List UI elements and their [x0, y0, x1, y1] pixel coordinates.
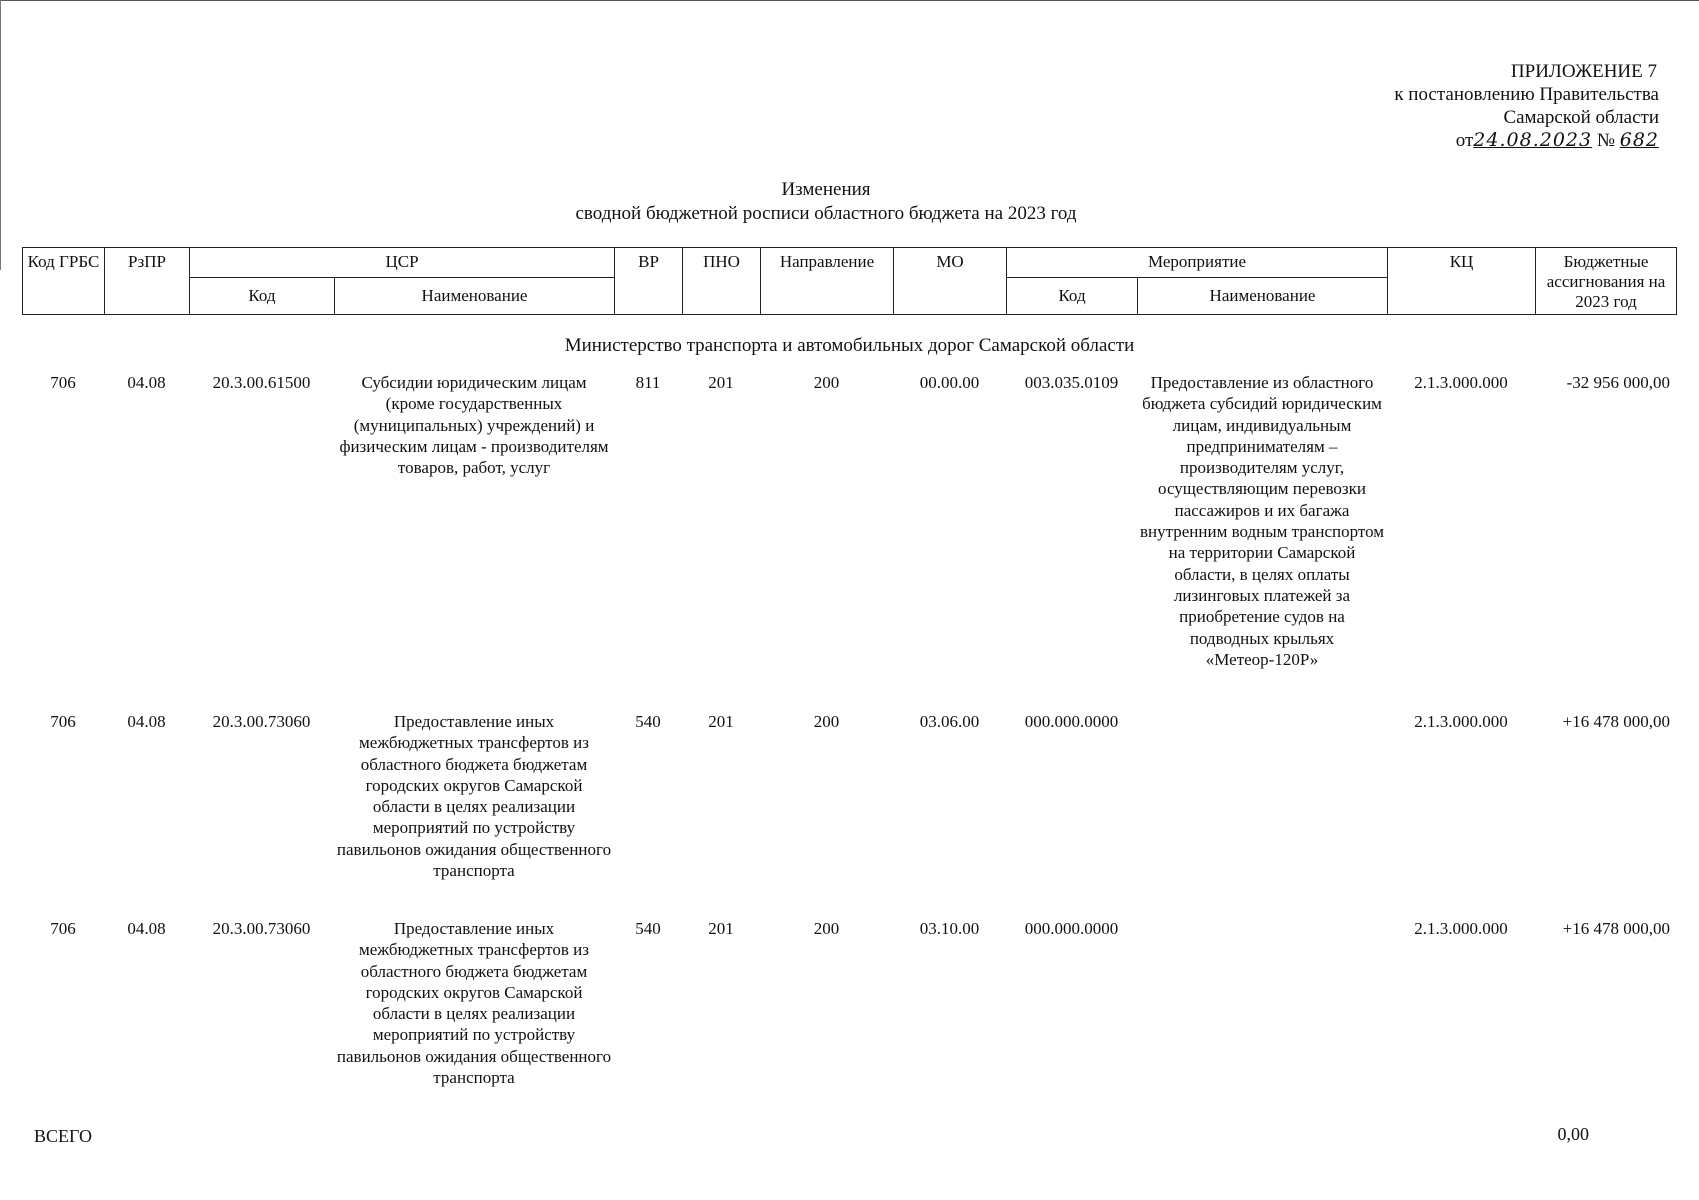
appendix-date-line [1319, 129, 1659, 152]
cell-grbs: 706 [50, 919, 76, 938]
cell-event-code: 000.000.0000 [1024, 919, 1119, 938]
cell-amount: -32 956 000,00 [1566, 373, 1670, 392]
cell-kc: 2.1.3.000.000 [1414, 712, 1508, 731]
cell-csr-code: 20.3.00.73060 [212, 712, 311, 731]
cell-grbs: 706 [50, 373, 76, 392]
cell-pno: 201 [708, 712, 734, 731]
table-row [22, 711, 1676, 918]
header-vr: ВР [615, 248, 683, 315]
scan-edge-top [0, 0, 1699, 1]
cell-direction: 200 [813, 373, 840, 392]
cell-rzpr: 04.08 [127, 919, 166, 938]
cell-csr-name: Предоставление иных межбюджетных трансфертов из областного бюджета бюджетам городских округов Самарской области в целях реализации мероприятий по устройству павильонов ожидания общественного транспорта [336, 919, 612, 1088]
cell-vr: 811 [635, 373, 661, 392]
table-row [22, 918, 1676, 1108]
cell-csr-name: Предоставление иных межбюджетных трансфертов из областного бюджета бюджетам городских округов Самарской области в целях реализации мероприятий по устройству павильонов ожидания общественного транспорта [336, 712, 612, 881]
cell-vr: 540 [635, 712, 661, 731]
cell-kc: 2.1.3.000.000 [1414, 373, 1508, 392]
header-csr-name: Наименование [335, 278, 615, 315]
cell-mo: 03.06.00 [919, 712, 980, 731]
cell-event-code: 003.035.0109 [1024, 373, 1119, 392]
cell-amount: +16 478 000,00 [1562, 712, 1670, 731]
total-label: ВСЕГО [34, 1126, 92, 1146]
handwritten-number: 682 [1619, 129, 1659, 151]
cell-event-name [1137, 918, 1387, 1108]
header-event-name: Наименование [1138, 278, 1388, 315]
appendix-block [1319, 60, 1659, 152]
appendix-line-2: Самарской области [1503, 107, 1659, 128]
cell-pno: 201 [708, 919, 734, 938]
cell-mo: 03.10.00 [919, 919, 980, 938]
number-prefix: № [1596, 130, 1615, 151]
appendix-line-1: к постановлению Правительства [1394, 84, 1659, 105]
cell-event-name [1137, 711, 1387, 918]
header-event-code: Код [1007, 278, 1138, 315]
document-title [0, 178, 1652, 226]
cell-vr: 540 [635, 919, 661, 938]
header-mo: МО [894, 248, 1007, 315]
document-title-line-2: сводной бюджетной росписи областного бюджета на 2023 год [575, 203, 1077, 224]
header-event: Мероприятие [1007, 248, 1388, 278]
cell-pno: 201 [708, 373, 734, 392]
header-csr-code: Код [190, 278, 335, 315]
cell-kc: 2.1.3.000.000 [1414, 919, 1508, 938]
cell-csr-code: 20.3.00.61500 [212, 373, 311, 392]
cell-event-name: Предоставление из областного бюджета субсидий юридическим лицам, индивидуальным предпринимателям – производителям услуг, осуществляющим перевозки пассажиров и их багажа внутренним водным транспортом на территории Самарской области, в целях оплаты лизинговых платежей за приобретение судов на подводных крыльях «Метеор-120Р» [1139, 373, 1385, 669]
table-header [22, 247, 1677, 315]
cell-csr-code: 20.3.00.73060 [212, 919, 311, 938]
cell-direction: 200 [813, 919, 840, 938]
header-rzpr: РзПР [105, 248, 190, 315]
document-title-line-1: Изменения [781, 179, 871, 200]
cell-csr-name: Субсидии юридическим лицам (кроме государственных (муниципальных) учреждений) и физическим лицам - производителям товаров, работ, услуг [339, 373, 609, 478]
scan-edge-left [0, 0, 1, 270]
handwritten-date: 24.08.2023 [1473, 129, 1593, 151]
date-prefix: от [1455, 130, 1474, 151]
cell-mo: 00.00.00 [919, 373, 980, 392]
table-row [22, 372, 1676, 711]
cell-grbs: 706 [50, 712, 76, 731]
header-pno: ПНО [683, 248, 761, 315]
total-value: 0,00 [1557, 1124, 1589, 1144]
appendix-title: ПРИЛОЖЕНИЕ 7 [1510, 61, 1657, 82]
header-budget: Бюджетные ассигнования на 2023 год [1536, 248, 1677, 315]
budget-table [22, 372, 1676, 1108]
header-direction: Направление [761, 248, 894, 315]
cell-event-code: 000.000.0000 [1024, 712, 1119, 731]
header-csr: ЦСР [190, 248, 615, 278]
cell-rzpr: 04.08 [127, 712, 166, 731]
cell-amount: +16 478 000,00 [1562, 919, 1670, 938]
cell-rzpr: 04.08 [127, 373, 166, 392]
header-grbs: Код ГРБС [23, 248, 105, 315]
cell-direction: 200 [813, 712, 840, 731]
header-kc: КЦ [1388, 248, 1536, 315]
ministry-heading: Министерство транспорта и автомобильных дорог Самарской области [564, 335, 1135, 356]
